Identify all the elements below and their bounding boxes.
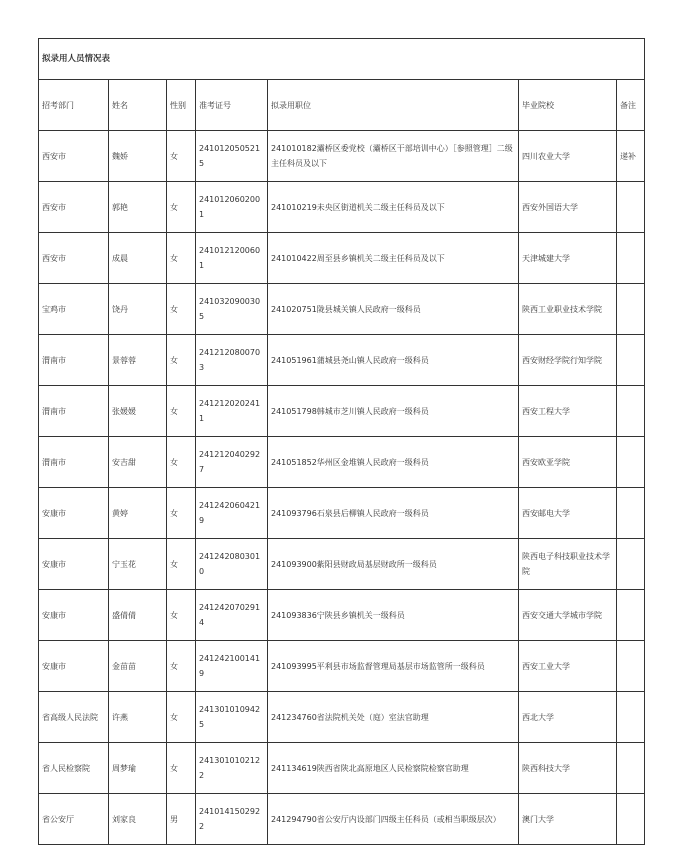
cell-name: 安吉甜 (109, 437, 167, 488)
cell-exam-number: 2410141502922 (196, 794, 268, 845)
cell-exam-number: 2412420702914 (196, 590, 268, 641)
cell-department: 渭南市 (39, 437, 109, 488)
table-row (39, 794, 645, 845)
table-title: 拟录用人员情况表 (39, 39, 645, 80)
cell-department: 安康市 (39, 539, 109, 590)
cell-gender: 女 (167, 386, 196, 437)
cell-gender: 女 (167, 488, 196, 539)
cell-remarks (617, 386, 645, 437)
cell-position: 241051852华州区金堆镇人民政府一级科员 (268, 437, 519, 488)
cell-school: 澳门大学 (519, 794, 617, 845)
cell-school: 西北大学 (519, 692, 617, 743)
cell-gender: 女 (167, 437, 196, 488)
cell-name: 黄婷 (109, 488, 167, 539)
cell-exam-number: 2412120202411 (196, 386, 268, 437)
cell-gender: 女 (167, 131, 196, 182)
cell-remarks (617, 641, 645, 692)
cell-name: 金苗苗 (109, 641, 167, 692)
cell-exam-number: 2410120505215 (196, 131, 268, 182)
cell-exam-number: 2410120602001 (196, 182, 268, 233)
cell-position: 241093900紫阳县财政局基层财政所一级科员 (268, 539, 519, 590)
table-row (39, 437, 645, 488)
cell-name: 刘家良 (109, 794, 167, 845)
cell-position: 241093836宁陕县乡镇机关一级科员 (268, 590, 519, 641)
table-row (39, 233, 645, 284)
cell-school: 西安交通大学城市学院 (519, 590, 617, 641)
cell-position: 241051798韩城市芝川镇人民政府一级科员 (268, 386, 519, 437)
table-row (39, 488, 645, 539)
cell-position: 241093995平利县市场监督管理局基层市场监管所一级科员 (268, 641, 519, 692)
cell-remarks (617, 233, 645, 284)
cell-name: 魏娇 (109, 131, 167, 182)
header-school: 毕业院校 (519, 80, 617, 131)
cell-exam-number: 2412120402927 (196, 437, 268, 488)
table-title-row (39, 39, 645, 80)
table-row (39, 386, 645, 437)
cell-remarks (617, 182, 645, 233)
cell-remarks (617, 590, 645, 641)
cell-name: 景蓉蓉 (109, 335, 167, 386)
cell-school: 西安财经学院行知学院 (519, 335, 617, 386)
cell-name: 郭艳 (109, 182, 167, 233)
cell-name: 成晨 (109, 233, 167, 284)
roster-table-body (39, 39, 645, 845)
header-name: 姓名 (109, 80, 167, 131)
cell-exam-number: 2412420803010 (196, 539, 268, 590)
cell-department: 安康市 (39, 641, 109, 692)
cell-remarks (617, 488, 645, 539)
table-row (39, 131, 645, 182)
cell-gender: 女 (167, 692, 196, 743)
cell-remarks: 递补 (617, 131, 645, 182)
table-row (39, 182, 645, 233)
cell-school: 西安欧亚学院 (519, 437, 617, 488)
cell-name: 盛倩倩 (109, 590, 167, 641)
table-row (39, 284, 645, 335)
cell-department: 宝鸡市 (39, 284, 109, 335)
table-row (39, 743, 645, 794)
cell-name: 宁玉花 (109, 539, 167, 590)
cell-school: 西安工程大学 (519, 386, 617, 437)
cell-school: 陕西工业职业技术学院 (519, 284, 617, 335)
cell-gender: 女 (167, 233, 196, 284)
cell-position: 241010422周至县乡镇机关二级主任科员及以下 (268, 233, 519, 284)
table-row (39, 335, 645, 386)
cell-department: 安康市 (39, 488, 109, 539)
cell-department: 省人民检察院 (39, 743, 109, 794)
header-gender: 性别 (167, 80, 196, 131)
cell-position: 241234760省法院机关处（庭）室法官助理 (268, 692, 519, 743)
cell-gender: 女 (167, 182, 196, 233)
table-row (39, 539, 645, 590)
cell-name: 饶丹 (109, 284, 167, 335)
cell-gender: 女 (167, 335, 196, 386)
cell-department: 安康市 (39, 590, 109, 641)
cell-exam-number: 2413010109425 (196, 692, 268, 743)
table-row (39, 590, 645, 641)
cell-remarks (617, 794, 645, 845)
cell-gender: 女 (167, 284, 196, 335)
cell-department: 省高级人民法院 (39, 692, 109, 743)
cell-gender: 女 (167, 641, 196, 692)
header-remarks: 备注 (617, 80, 645, 131)
cell-school: 西安外国语大学 (519, 182, 617, 233)
cell-position: 241010182灞桥区委党校（灞桥区干部培训中心）［参照管理］二级主任科员及以下 (268, 131, 519, 182)
cell-school: 陕西电子科技职业技术学院 (519, 539, 617, 590)
cell-position: 241020751陇县城关镇人民政府一级科员 (268, 284, 519, 335)
cell-remarks (617, 743, 645, 794)
cell-exam-number: 2413010102122 (196, 743, 268, 794)
cell-department: 省公安厅 (39, 794, 109, 845)
cell-remarks (617, 335, 645, 386)
cell-exam-number: 2412120800703 (196, 335, 268, 386)
cell-department: 渭南市 (39, 386, 109, 437)
cell-exam-number: 2410320900305 (196, 284, 268, 335)
cell-name: 张媛媛 (109, 386, 167, 437)
cell-school: 西安邮电大学 (519, 488, 617, 539)
header-exam-number: 准考证号 (196, 80, 268, 131)
cell-school: 西安工业大学 (519, 641, 617, 692)
cell-department: 西安市 (39, 182, 109, 233)
cell-exam-number: 2410121200601 (196, 233, 268, 284)
table-header-row (39, 80, 645, 131)
cell-remarks (617, 539, 645, 590)
cell-school: 四川农业大学 (519, 131, 617, 182)
cell-gender: 女 (167, 590, 196, 641)
cell-department: 西安市 (39, 233, 109, 284)
header-position: 拟录用职位 (268, 80, 519, 131)
cell-department: 西安市 (39, 131, 109, 182)
cell-school: 陕西科技大学 (519, 743, 617, 794)
cell-name: 周梦瑜 (109, 743, 167, 794)
cell-gender: 女 (167, 539, 196, 590)
cell-department: 渭南市 (39, 335, 109, 386)
header-department: 招考部门 (39, 80, 109, 131)
cell-position: 241010219未央区街道机关二级主任科员及以下 (268, 182, 519, 233)
roster-table (38, 38, 645, 845)
cell-gender: 男 (167, 794, 196, 845)
cell-position: 241134619陕西省陕北高原地区人民检察院检察官助理 (268, 743, 519, 794)
cell-position: 241093796石泉县后柳镇人民政府一级科员 (268, 488, 519, 539)
cell-remarks (617, 692, 645, 743)
table-row (39, 692, 645, 743)
cell-school: 天津城建大学 (519, 233, 617, 284)
cell-remarks (617, 437, 645, 488)
cell-gender: 女 (167, 743, 196, 794)
cell-exam-number: 2412420604219 (196, 488, 268, 539)
table-row (39, 641, 645, 692)
cell-position: 241294790省公安厅内设部门四级主任科员（或相当职级层次） (268, 794, 519, 845)
cell-position: 241051961蒲城县尧山镇人民政府一级科员 (268, 335, 519, 386)
cell-exam-number: 2412421001419 (196, 641, 268, 692)
cell-remarks (617, 284, 645, 335)
cell-name: 许燕 (109, 692, 167, 743)
